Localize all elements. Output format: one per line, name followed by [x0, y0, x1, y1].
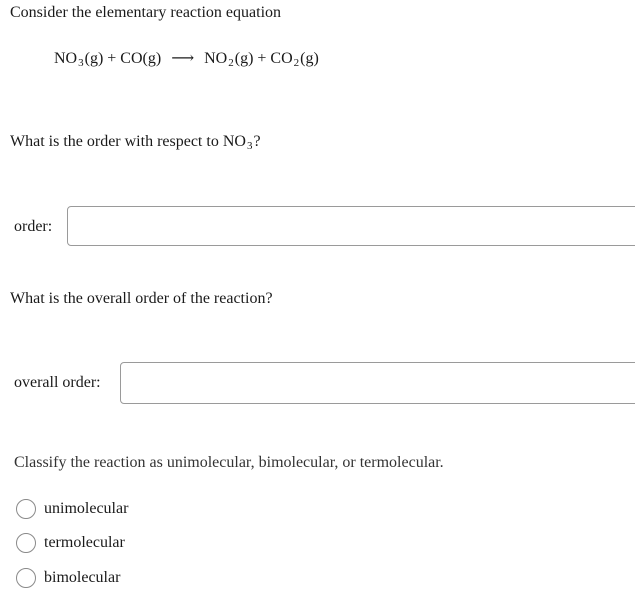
order-input[interactable]: [67, 206, 635, 246]
radio-button[interactable]: [16, 533, 36, 553]
radio-label: termolecular: [44, 534, 125, 551]
radio-option-bimolecular[interactable]: [16, 567, 120, 589]
overall-order-question: What is the overall order of the reaction?: [10, 290, 273, 307]
reaction-equation: [54, 48, 319, 69]
reactant-co: CO(g): [120, 50, 162, 67]
overall-order-label: overall order:: [14, 374, 101, 391]
reactant-no3: $NO_3(g)$: [54, 50, 104, 69]
product-no2: $NO_2(g)$: [204, 50, 254, 69]
radio-option-unimolecular[interactable]: [16, 498, 128, 520]
reaction-arrow-icon: ⟶: [171, 50, 195, 67]
product-co2: $CO_2(g)$: [270, 50, 319, 69]
plus-sign: +: [107, 50, 117, 67]
radio-button[interactable]: [16, 568, 36, 588]
classify-question: Classify the reaction as unimolecular, bimolecular, or termolecular.: [14, 454, 444, 471]
overall-order-input[interactable]: [120, 362, 635, 404]
plus-sign: +: [257, 50, 267, 67]
radio-option-termolecular[interactable]: [16, 532, 125, 554]
order-label: order:: [14, 218, 53, 235]
radio-label: bimolecular: [44, 569, 121, 586]
radio-button[interactable]: [16, 499, 36, 519]
intro-text: Consider the elementary reaction equation: [10, 4, 282, 21]
order-question: What is the order with respect to $NO_3$?: [10, 133, 261, 152]
radio-label: unimolecular: [44, 500, 129, 517]
